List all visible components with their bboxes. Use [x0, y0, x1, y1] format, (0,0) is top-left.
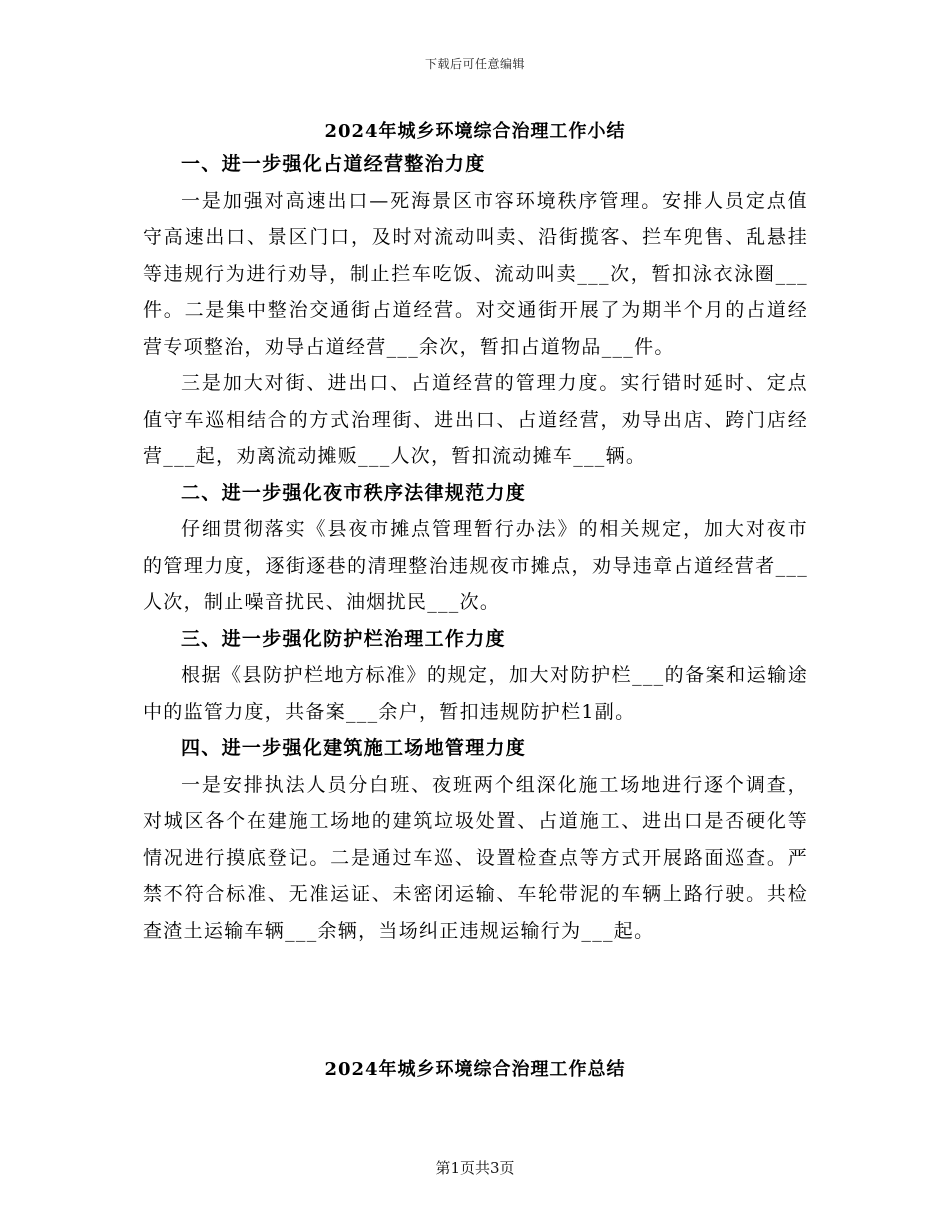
section-heading-2: 二、进一步强化夜市秩序法律规范力度 — [181, 481, 527, 504]
section-1-paragraph-2: 三是加大对街、进出口、占道经营的管理力度。实行错时延时、定点值守车巡相结合的方式治理街、进出口、占道经营，劝导出店、跨门店经营___起，劝离流动摊贩___人次，暂扣流动摊车___辆。 — [143, 372, 808, 467]
second-document-title: 2024年城乡环境综合治理工作总结 — [324, 1059, 626, 1080]
section-heading-4: 四、进一步强化建筑施工场地管理力度 — [181, 737, 527, 759]
section-1-paragraph-1: 一是加强对高速出口—死海景区市容环境秩序管理。安排人员定点值守高速出口、景区门口，及时对流动叫卖、沿街揽客、拦车兜售、乱悬挂等违规行为进行劝导，制止拦车吃饭、流动叫卖___次，暂扣泳衣泳圈___件。二是集中整治交通街占道经营。对交通街开展了为期半个月的占道经营专项整治，劝导占道经营___余次，暂扣占道物品___件。 — [143, 189, 808, 358]
section-3-paragraph-1: 根据《县防护栏地方标准》的规定，加大对防护栏___的备案和运输途中的监管力度，共备案___余户，暂扣违规防护栏1副。 — [143, 664, 808, 723]
section-heading-3: 三、进一步强化防护栏治理工作力度 — [181, 627, 506, 650]
section-heading-1: 一、进一步强化占道经营整治力度 — [181, 153, 486, 175]
header-note: 下载后可任意编辑 — [424, 57, 525, 71]
section-4-paragraph-1: 一是安排执法人员分白班、夜班两个组深化施工场地进行逐个调查，对城区各个在建施工场地的建筑垃圾处置、占道施工、进出口是否硬化等情况进行摸底登记。二是通过车巡、设置检查点等方式开展路面巡查。严禁不符合标准、无准运证、未密闭运输、车轮带泥的车辆上路行驶。共检查渣土运输车辆___余辆，当场纠正违规运输行为___起。 — [143, 773, 808, 942]
section-2-paragraph-1: 仔细贯彻落实《县夜市摊点管理暂行办法》的相关规定，加大对夜市的管理力度，逐街逐巷的清理整治违规夜市摊点，劝导违章占道经营者___人次，制止噪音扰民、油烟扰民___次。 — [143, 518, 808, 613]
document-title: 2024年城乡环境综合治理工作小结 — [324, 121, 626, 142]
page-number-footer: 第1页共3页 — [435, 1159, 515, 1177]
document-body — [143, 146, 808, 949]
